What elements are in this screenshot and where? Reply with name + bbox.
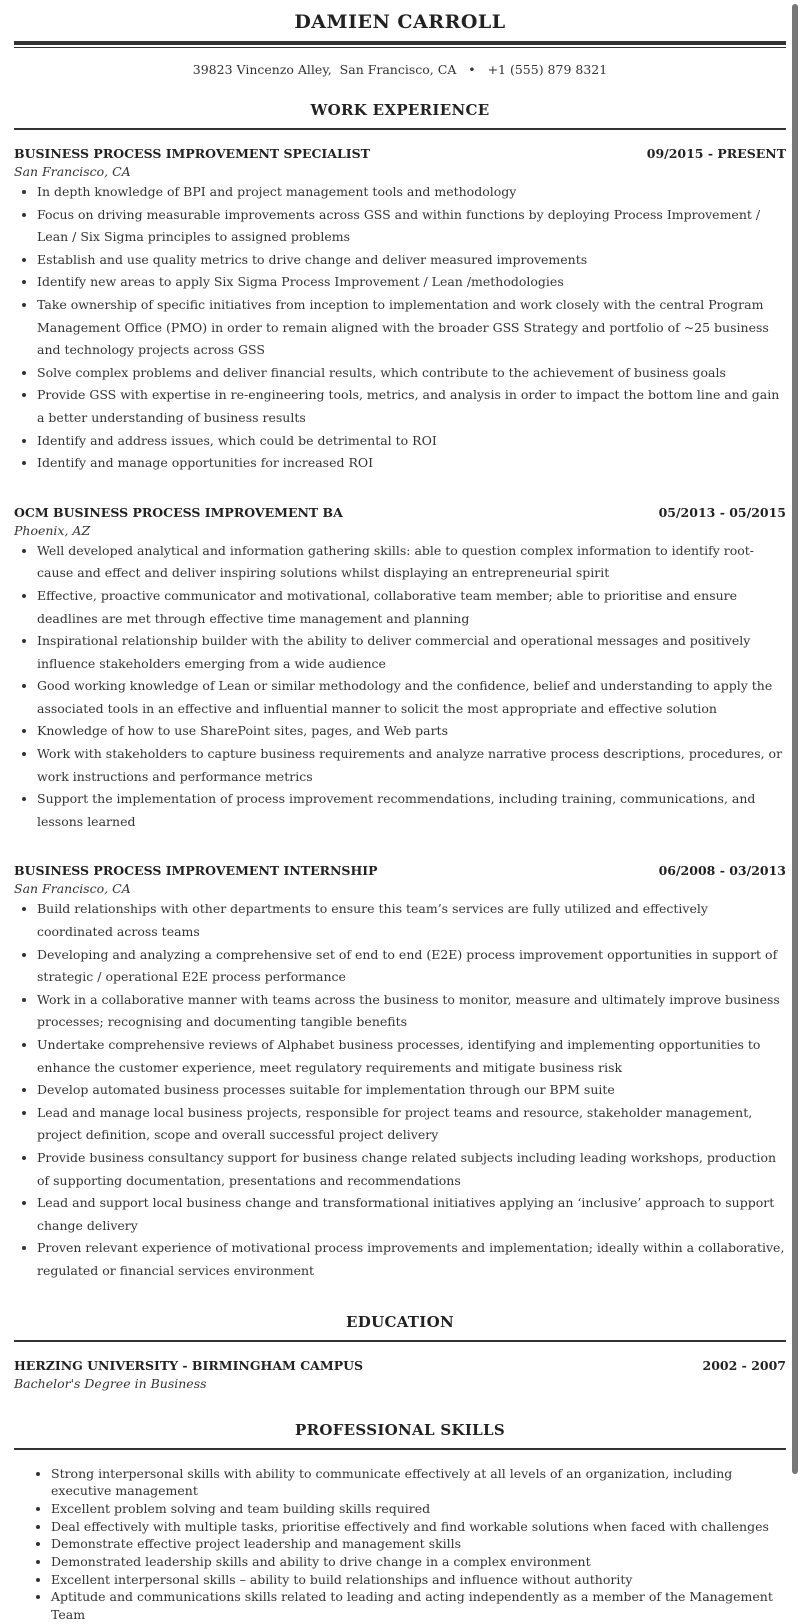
job-entry — [14, 504, 786, 834]
education-entry — [14, 1357, 786, 1393]
list-item: • Build relationships with other departments to ensure this team’s services are fully utilized and effectively coordinated across teams — [37, 898, 786, 943]
list-item: • Provide business consultancy support for business change related subjects including leading workshops, production of supporting documentation, presentations and recommendations — [37, 1147, 786, 1192]
job-dates: 09/2015 - PRESENT — [646, 146, 786, 161]
section-divider — [14, 1340, 786, 1342]
job-entry — [14, 145, 786, 475]
skills-section — [14, 1419, 786, 1624]
job-dates: 06/2008 - 03/2013 — [658, 863, 786, 879]
section-title-work-experience: WORK EXPERIENCE — [310, 101, 490, 119]
job-bullets — [14, 540, 786, 834]
list-item: • Demonstrate effective project leadership and management skills — [51, 1535, 786, 1553]
list-item: • Identify and manage opportunities for increased ROI — [37, 452, 786, 475]
resume-page — [14, 0, 786, 1624]
candidate-name: DAMIEN CARROLL — [294, 11, 506, 33]
list-item: • Lead and manage local business projects, responsible for project teams and resource, stakeholder management, project definition, scope and overall successful project delivery — [37, 1102, 786, 1147]
list-item: • Undertake comprehensive reviews of Alphabet business processes, identifying and implementing opportunities to enhance the customer experience, meet regulatory requirements and mitigate business risk — [37, 1034, 786, 1079]
education-header — [14, 1357, 786, 1375]
education-section — [14, 1311, 786, 1393]
list-item: • Identify new areas to apply Six Sigma Process Improvement / Lean /methodologies — [37, 271, 786, 294]
list-item: • Effective, proactive communicator and motivational, collaborative team member; able to prioritise and ensure deadlines are met through effective time management and planning — [37, 585, 786, 630]
work-experience-section — [14, 99, 786, 1283]
vertical-scrollbar[interactable] — [792, 4, 798, 1474]
section-title-education: EDUCATION — [346, 1312, 454, 1331]
list-item: • Excellent problem solving and team building skills required — [51, 1500, 786, 1518]
list-item: • Focus on driving measurable improvements across GSS and within functions by deploying Process Improvement / Lean / Six Sigma principles to assigned problems — [37, 204, 786, 249]
skills-list — [14, 1465, 786, 1624]
list-item: • Well developed analytical and information gathering skills: able to question complex information to identify root-cause and effect and deliver inspiring solutions whilst displaying an entrepreneurial spirit — [37, 540, 786, 585]
job-dates: 05/2013 - 05/2015 — [658, 504, 786, 520]
list-item: • Develop automated business processes suitable for implementation through our BPM suite — [37, 1079, 786, 1102]
header-divider-thick — [14, 41, 786, 45]
job-header — [14, 862, 786, 880]
list-item: • In depth knowledge of BPI and project management tools and methodology — [37, 181, 786, 204]
job-entry — [14, 862, 786, 1282]
school-name: HERZING UNIVERSITY - BIRMINGHAM CAMPUS — [14, 1357, 364, 1373]
job-location: San Francisco, CA — [14, 881, 131, 897]
section-divider — [14, 1448, 786, 1450]
list-item: • Lead and support local business change and transformational initiatives applying an ‘inclusive’ approach to support change delivery — [37, 1192, 786, 1237]
list-item: • Provide GSS with expertise in re-engineering tools, metrics, and analysis in order to impact the bottom line and gain a better understanding of business results — [37, 384, 786, 429]
job-header — [14, 145, 786, 163]
list-item: • Identify and address issues, which could be detrimental to ROI — [37, 430, 786, 453]
job-title: BUSINESS PROCESS IMPROVEMENT SPECIALIST — [14, 146, 370, 161]
list-item: • Demonstrated leadership skills and ability to drive change in a complex environment — [51, 1553, 786, 1571]
list-item: • Inspirational relationship builder with the ability to deliver commercial and operational messages and positively influence stakeholders emerging from a wide audience — [37, 630, 786, 675]
education-dates: 2002 - 2007 — [702, 1357, 786, 1373]
list-item: • Solve complex problems and deliver financial results, which contribute to the achievement of business goals — [37, 362, 786, 385]
contact-address: 39823 Vincenzo Alley, — [192, 62, 332, 77]
job-location: Phoenix, AZ — [14, 522, 91, 538]
section-title-professional-skills: PROFESSIONAL SKILLS — [295, 1420, 505, 1439]
contact-city: San Francisco, CA — [339, 62, 457, 77]
list-item: • Proven relevant experience of motivational process improvements and implementation; ideally within a collaborative, regulated or financial services environment — [37, 1237, 786, 1282]
list-item: • Developing and analyzing a comprehensive set of end to end (E2E) process improvement opportunities in support of strategic / operational E2E process performance — [37, 944, 786, 989]
degree: Bachelor's Degree in Business — [14, 1375, 207, 1391]
job-bullets — [14, 898, 786, 1282]
job-title: OCM BUSINESS PROCESS IMPROVEMENT BA — [14, 504, 343, 520]
contact-separator: • — [468, 62, 476, 77]
list-item: • Establish and use quality metrics to drive change and deliver measured improvements — [37, 249, 786, 272]
job-bullets — [14, 181, 786, 475]
header-divider-thin — [14, 47, 786, 48]
job-header — [14, 504, 786, 522]
section-divider — [14, 128, 786, 130]
job-title: BUSINESS PROCESS IMPROVEMENT INTERNSHIP — [14, 863, 378, 879]
list-item: • Good working knowledge of Lean or similar methodology and the confidence, belief and understanding to apply the associated tools in an effective and influential manner to solicit the most appropriate and effective solution — [37, 675, 786, 720]
list-item: • Excellent interpersonal skills – ability to build relationships and influence without authority — [51, 1571, 786, 1589]
job-location: San Francisco, CA — [14, 164, 131, 179]
list-item: • Aptitude and communications skills related to leading and acting independently as a member of the Management Team — [51, 1588, 786, 1623]
list-item: • Strong interpersonal skills with ability to communicate effectively at all levels of an organization, including executive management — [51, 1465, 786, 1500]
contact-phone: +1 (555) 879 8321 — [487, 62, 608, 77]
contact-line — [14, 60, 786, 80]
list-item: • Deal effectively with multiple tasks, prioritise effectively and find workable solutions when faced with challenges — [51, 1518, 786, 1536]
list-item: • Support the implementation of process improvement recommendations, including training, communications, and lessons learned — [37, 788, 786, 833]
list-item: • Work in a collaborative manner with teams across the business to monitor, measure and ultimately improve business processes; recognising and documenting tangible benefits — [37, 989, 786, 1034]
list-item: • Knowledge of how to use SharePoint sites, pages, and Web parts — [37, 720, 786, 743]
list-item: • Take ownership of specific initiatives from inception to implementation and work closely with the central Program Management Office (PMO) in order to remain aligned with the broader GSS Strategy and portfolio of ~25 business and technology projects across GSS — [37, 294, 786, 362]
list-item: • Work with stakeholders to capture business requirements and analyze narrative process descriptions, procedures, or work instructions and performance metrics — [37, 743, 786, 788]
